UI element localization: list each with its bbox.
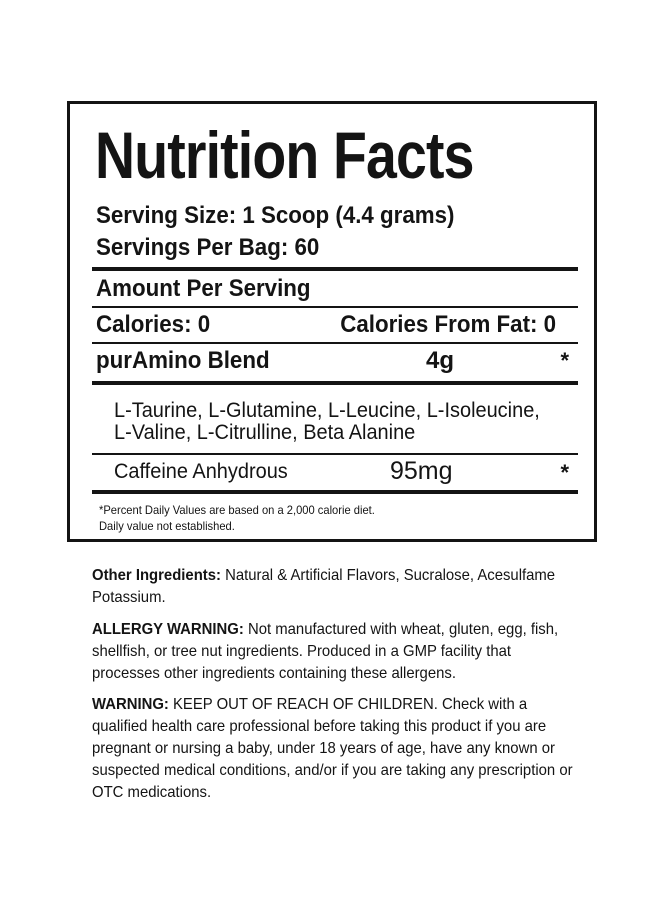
footnote (99, 502, 375, 534)
allergy-warning (92, 619, 576, 685)
calories-from-fat: Calories From Fat: 0 (340, 311, 556, 338)
blend-daily-value: * (560, 348, 569, 373)
other-ingredients (92, 565, 576, 609)
caffeine-daily-value: * (560, 460, 569, 485)
footnote-not-established: Daily value not established. (99, 519, 235, 533)
thick-divider (92, 381, 578, 385)
blend-name: purAmino Blend (96, 347, 270, 374)
servings-per-container: Servings Per Bag: 60 (96, 234, 320, 261)
caffeine-amount: 95mg (390, 457, 453, 485)
divider (92, 453, 578, 455)
blend-amount: 4g (426, 347, 455, 374)
blend-ingredient-list: L-Taurine, L-Glutamine, L-Leucine, L-Isoleucine, L-Valine, L-Citrulline, Beta Alanine (114, 399, 540, 444)
other-ingredients-label: Other Ingredients: (92, 567, 221, 584)
footnote-daily-values: *Percent Daily Values are based on a 2,000 calorie diet. (99, 503, 375, 517)
serving-size: Serving Size: 1 Scoop (4.4 grams) (96, 202, 455, 229)
general-warning-label: WARNING: (92, 696, 169, 713)
calories: Calories: 0 (96, 311, 211, 338)
general-warning (92, 694, 576, 804)
general-warning-text: KEEP OUT OF REACH OF CHILDREN. Check with a qualified health care professional before taking this product if you are pregnant or nursing a baby, under 18 years of age, have any known or suspected medical conditions, and/or if you are taking any prescription or OTC medications. (92, 696, 573, 801)
allergy-warning-label: ALLERGY WARNING: (92, 621, 244, 638)
nutrition-facts-title: Nutrition Facts (95, 118, 474, 192)
divider (92, 342, 578, 344)
other-ingredients-text: Natural & Artificial Flavors, Sucralose, Acesulfame Potassium. (92, 567, 556, 606)
nutrition-facts-panel (67, 101, 597, 542)
thick-divider (92, 490, 578, 494)
divider (92, 306, 578, 308)
amount-per-serving: Amount Per Serving (96, 275, 311, 302)
caffeine-name: Caffeine Anhydrous (114, 460, 288, 483)
thick-divider (92, 267, 578, 271)
allergy-warning-text: Not manufactured with wheat, gluten, egg, fish, shellfish, or tree nut ingredients. Produced in a GMP facility that processes other ingredients containing these allergens. (92, 621, 559, 682)
